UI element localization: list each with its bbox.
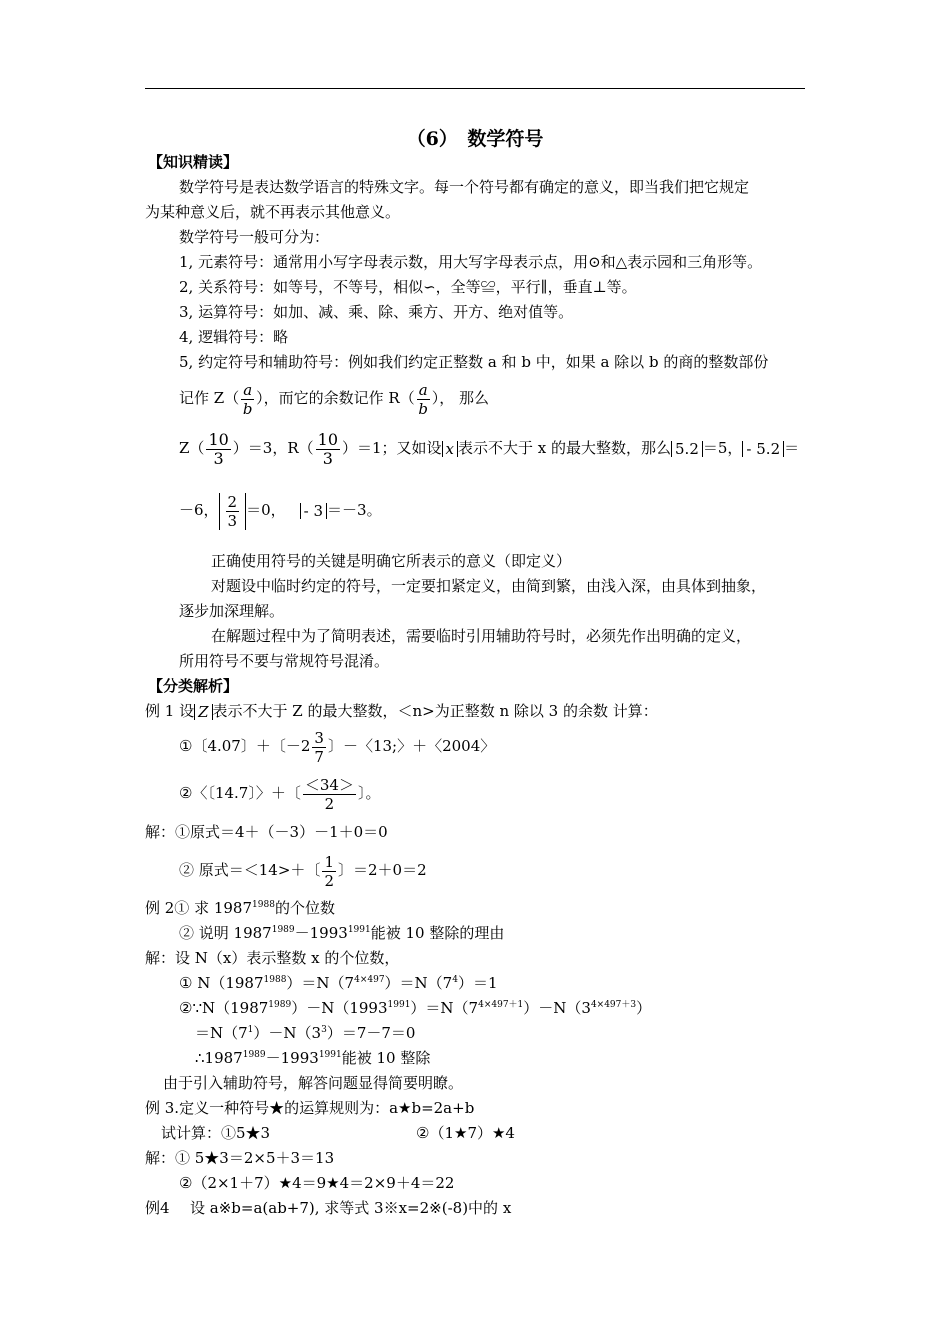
denominator: 3	[322, 448, 333, 468]
numerator: 1	[324, 852, 334, 871]
text: 表示不大于 x 的最大整数，那么	[458, 439, 672, 457]
intro-item3: 3, 运算符号：如加、减、乘、除、乘方、开方、绝对值等。	[179, 303, 574, 321]
ex1-solution-2	[179, 850, 427, 890]
text: ）＝N（7	[286, 974, 355, 992]
ex2-solution-1	[179, 973, 498, 993]
text: ）＝1	[457, 974, 498, 992]
intro-record-line	[179, 380, 489, 418]
floor-x: x	[442, 441, 458, 457]
text: ）	[636, 999, 652, 1017]
exponent: 4×497	[354, 975, 385, 985]
text: 例 1 设	[145, 702, 195, 720]
text: 能被 10 整除的理由	[370, 924, 505, 942]
exponent: 3	[321, 1025, 327, 1035]
fraction-3-over-7	[312, 729, 326, 766]
ex3-q1: 试计算：①5★3	[161, 1124, 271, 1142]
fraction-a-over-b	[417, 381, 430, 418]
intro-p4b: 逐步加深理解。	[179, 602, 285, 620]
intro-p5b: 所用符号不要与常规符号混淆。	[179, 652, 390, 670]
intro-floor-line	[179, 488, 382, 532]
text: ）－N（3	[523, 999, 591, 1017]
section-analysis: 【分类解析】	[148, 677, 239, 695]
text: ）－N（3	[253, 1024, 322, 1042]
floor-minus-5-2: - 5.2	[742, 441, 784, 457]
intro-p2: 数学符号一般可分为：	[179, 228, 330, 246]
text: －1993	[294, 924, 348, 942]
text: ① N（1987	[179, 974, 264, 992]
text: ② 说明 1987	[179, 924, 272, 942]
exponent: 4×497＋1	[478, 1000, 524, 1010]
ex2-remark: 由于引入辅助符号，解答问题显得简要明瞭。	[163, 1074, 464, 1092]
intro-p1a: 数学符号是表达数学语言的特殊文字。每一个符号都有确定的意义，即当我们把它规定	[179, 178, 750, 196]
floor-5-2: 5.2	[671, 441, 703, 457]
denominator: 3	[213, 448, 224, 468]
numerator: 10	[317, 429, 338, 449]
numerator: a	[418, 380, 428, 399]
text: ）＝7－7＝0	[326, 1024, 416, 1042]
ex2-q2	[179, 923, 504, 943]
ex4-label: 例4	[145, 1199, 170, 1217]
intro-p3: 正确使用符号的关键是明确它所表示的意义（即定义）	[211, 552, 572, 570]
text: 〕＝2＋0＝2	[337, 861, 427, 879]
fraction-10-over-3	[316, 431, 340, 468]
text: ）＝1；又如设	[342, 439, 442, 457]
exponent: 4	[452, 975, 458, 985]
ex2-solution-2	[179, 998, 651, 1018]
exponent: 1	[247, 1025, 254, 1035]
numerator: 2	[227, 492, 238, 511]
text: ＝	[784, 439, 800, 457]
exponent: 1989	[242, 1050, 266, 1060]
text: ② 原式＝＜14>＋〔	[179, 861, 321, 879]
text: ＝N（7	[195, 1024, 248, 1042]
numerator: 3	[314, 728, 324, 747]
intro-item4: 4, 逻辑符号：略	[179, 328, 289, 346]
text: ＝5，	[702, 439, 743, 457]
intro-item2: 2, 关系符号：如等号，不等号，相似∽，全等≌，平行∥，垂直⊥等。	[179, 278, 637, 296]
text: －6，	[179, 501, 219, 519]
ex2-conclusion	[195, 1048, 430, 1068]
text: ∴1987	[195, 1049, 243, 1067]
exponent: 1991	[318, 1050, 342, 1060]
text: ①〔4.07〕＋〔－2	[179, 737, 311, 755]
ex1-q1	[179, 726, 495, 766]
ex2-q1	[145, 898, 335, 918]
ex3-solution-2: ②（2×1＋7）★4＝9★4＝2×9＋4＝22	[179, 1174, 455, 1192]
section-knowledge: 【知识精读】	[148, 153, 239, 171]
fraction-34-over-2	[303, 776, 356, 813]
exponent: 1988	[252, 900, 275, 910]
fraction-a-over-b	[241, 381, 254, 418]
ex3-statement: 例 3.定义一种符号★的运算规则为：a★b=2a+b	[145, 1099, 475, 1117]
fraction-1-over-2	[322, 853, 336, 890]
denominator: b	[418, 399, 429, 418]
ex4-statement: 设 a※b=a(ab+7), 求等式 3※x=2※(-8)中的 x	[190, 1199, 512, 1217]
text: ＝－3。	[327, 501, 382, 519]
intro-p5a: 在解题过程中为了简明表述，需要临时引用辅助符号时，必须先作出明确的定义，	[211, 627, 752, 645]
text: 能被 10 整除	[341, 1049, 431, 1067]
denominator: 2	[324, 794, 335, 813]
header-rule	[145, 88, 805, 89]
intro-p1b: 为某种意义后，就不再表示其他意义。	[145, 203, 401, 221]
denominator: b	[242, 399, 253, 418]
numerator: ＜34＞	[304, 775, 354, 794]
text: ＝0，	[246, 501, 286, 519]
exponent: 1991	[387, 1000, 411, 1010]
text: 记作 Z（	[179, 389, 240, 407]
text: 的个位数	[274, 899, 335, 917]
exponent: 1988	[263, 975, 287, 985]
exponent: 4×497＋3	[590, 1000, 637, 1010]
denominator: 2	[324, 871, 334, 890]
fraction-2-over-3	[226, 493, 240, 530]
floor-z: Z	[194, 704, 212, 720]
intro-item1: 1, 元素符号：通常用小写字母表示数，用大写字母表示点，用⊙和△表示园和三角形等。	[179, 253, 763, 271]
ex2-solution-3	[195, 1023, 415, 1043]
text: ）＝N（7	[410, 999, 479, 1017]
text: ）－N（1993	[291, 999, 388, 1017]
exponent: 1989	[268, 1000, 292, 1010]
text: Z（	[179, 439, 205, 457]
text: ），而它的余数记作 R（	[256, 389, 415, 407]
ex1-statement	[145, 701, 658, 721]
text: ②∵N（1987	[179, 999, 269, 1017]
intro-z-line	[179, 428, 799, 468]
denominator: 3	[227, 511, 238, 530]
ex1-solution-1: 解：①原式＝4＋（－3）－1＋0＝0	[145, 823, 388, 841]
floor-minus-3: - 3	[300, 503, 327, 519]
exponent: 1991	[347, 925, 371, 935]
floor-2-over-3	[219, 493, 247, 530]
intro-p4a: 对题设中临时约定的符号，一定要扣紧定义，由简到繁，由浅入深，由具体到抽象，	[211, 577, 767, 595]
text: ②〈〔14.7〕〉＋〔	[179, 784, 301, 802]
text: ）＝N（7	[384, 974, 453, 992]
text: 表示不大于 Z 的最大整数，＜n>为正整数 n 除以 3 的余数 计算：	[212, 702, 658, 720]
denominator: 7	[314, 747, 324, 766]
page-title: （6） 数学符号	[406, 128, 544, 150]
text: ）， 那么	[431, 389, 489, 407]
text: 〕－〈13;〉＋〈2004〉	[327, 737, 496, 755]
text: 〕。	[357, 784, 381, 802]
text: ）＝3，R（	[232, 439, 314, 457]
text: －1993	[265, 1049, 319, 1067]
fraction-10-over-3	[206, 431, 230, 468]
ex3-q2: ②（1★7）★4	[416, 1124, 515, 1142]
ex1-q2	[179, 773, 380, 813]
intro-item5: 5, 约定符号和辅助符号：例如我们约定正整数 a 和 b 中，如果 a 除以 b 的商的整数部份	[179, 353, 769, 371]
numerator: a	[243, 380, 253, 399]
ex3-solution-1: 解：① 5★3＝2×5＋3＝13	[145, 1149, 335, 1167]
exponent: 1989	[271, 925, 295, 935]
numerator: 10	[208, 429, 229, 449]
ex2-solution-intro: 解：设 N（x）表示整数 x 的个位数，	[145, 949, 400, 967]
text: 例 2① 求 1987	[145, 899, 253, 917]
